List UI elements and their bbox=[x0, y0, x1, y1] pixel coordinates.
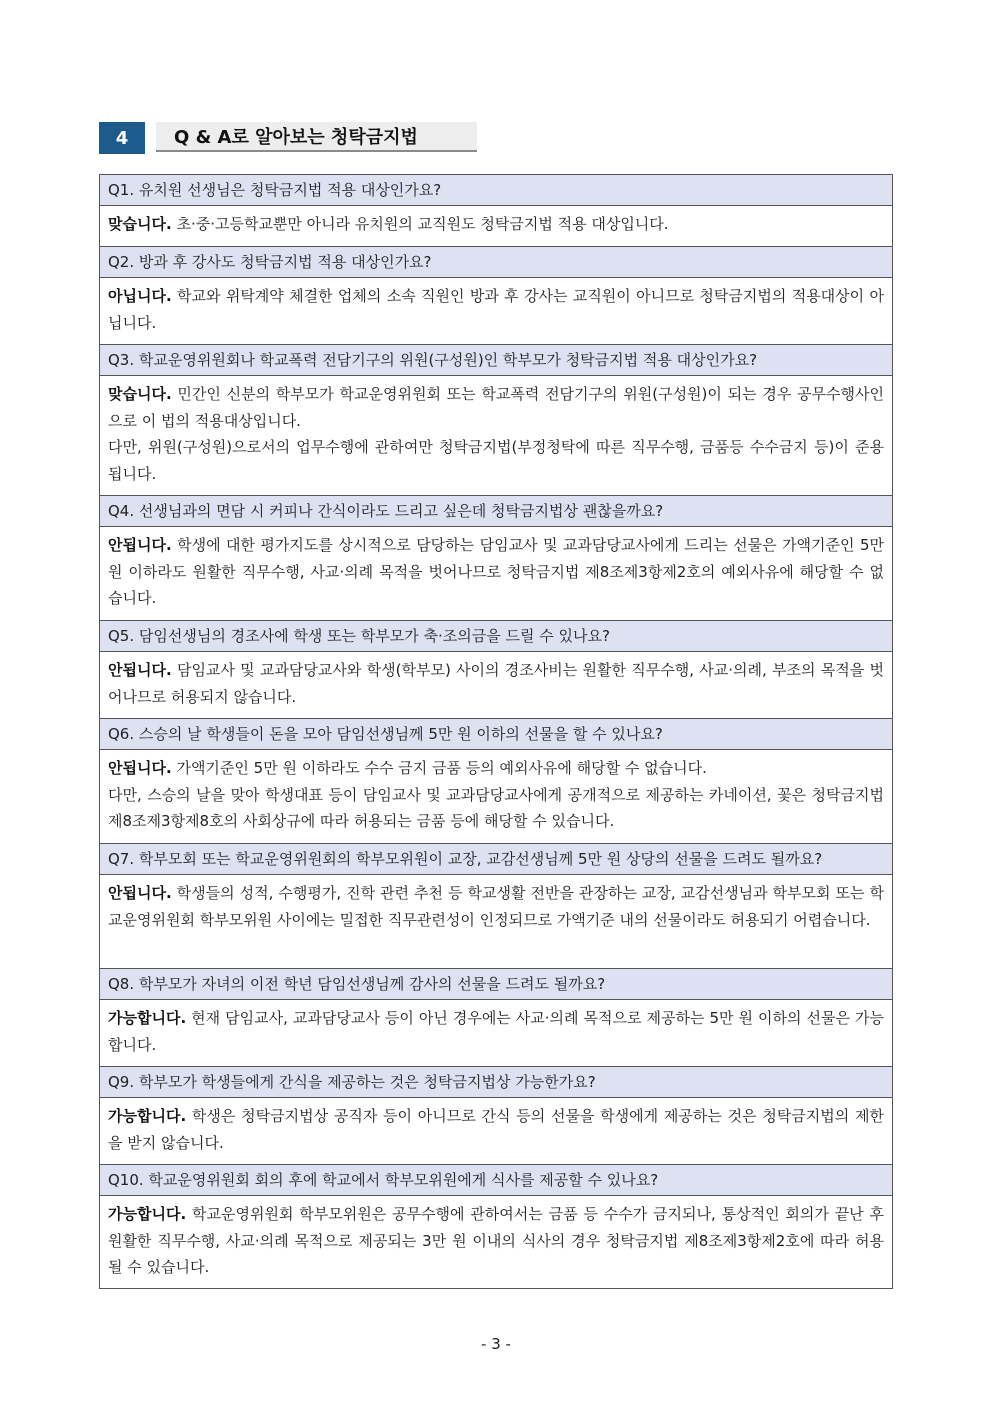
answer-lead: 안됩니다. bbox=[108, 661, 172, 679]
section-number: 4 bbox=[99, 122, 145, 154]
answer-lead: 안됩니다. bbox=[108, 536, 172, 554]
answer-text: 학생은 청탁금지법상 공직자 등이 아니므로 간식 등의 선물을 학생에게 제공하는 것은 청탁금지법의 제한을 받지 않습니다. bbox=[108, 1107, 884, 1152]
answer-lead: 아닙니다. bbox=[108, 287, 172, 305]
question-6: Q6. 스승의 날 학생들이 돈을 모아 담임선생님께 5만 원 이하의 선물을 할 수 있나요? bbox=[100, 719, 892, 750]
answer-text: 다만, 위원(구성원)으로서의 업무수행에 관하여만 청탁금지법(부정청탁에 따른 직무수행, 금품등 수수금지 등)이 준용됩니다. bbox=[108, 438, 884, 483]
answer-text: 담임교사 및 교과담당교사와 학생(학부모) 사이의 경조사비는 원활한 직무수행, 사교·의례, 부조의 목적을 벗어나므로 허용되지 않습니다. bbox=[108, 661, 884, 706]
question-2: Q2. 방과 후 강사도 청탁금지법 적용 대상인가요? bbox=[100, 247, 892, 278]
answer-7 bbox=[100, 875, 892, 969]
question-9: Q9. 학부모가 학생들에게 간식을 제공하는 것은 청탁금지법상 가능한가요? bbox=[100, 1067, 892, 1098]
answer-4 bbox=[100, 527, 892, 621]
answer-text: 가액기준인 5만 원 이하라도 수수 금지 금품 등의 예외사유에 해당할 수 없습니다. bbox=[176, 759, 707, 777]
answer-text: 현재 담임교사, 교과담당교사 등이 아닌 경우에는 사교·의례 목적으로 제공하는 5만 원 이하의 선물은 가능합니다. bbox=[108, 1009, 884, 1054]
answer-5 bbox=[100, 652, 892, 719]
answer-10 bbox=[100, 1196, 892, 1288]
answer-8 bbox=[100, 1000, 892, 1067]
page-number: - 3 - bbox=[481, 1335, 511, 1353]
question-10: Q10. 학교운영위원회 회의 후에 학교에서 학부모위원에게 식사를 제공할 수 있나요? bbox=[100, 1165, 892, 1196]
question-4: Q4. 선생님과의 면담 시 커피나 간식이라도 드리고 싶은데 청탁금지법상 괜찮을까요? bbox=[100, 496, 892, 527]
answer-lead: 맞습니다. bbox=[108, 215, 172, 233]
answer-2 bbox=[100, 278, 892, 345]
answer-lead: 가능합니다. bbox=[108, 1107, 187, 1125]
answer-text: 학생에 대한 평가지도를 상시적으로 담당하는 담임교사 및 교과담당교사에게 드리는 선물은 가액기준인 5만 원 이하라도 원활한 직무수행, 사교·의례 목적을 벗어나므로 청탁금지법 제8조제3항제2호의 예외사유에 해당할 수 없습니다. bbox=[108, 536, 884, 607]
answer-lead: 가능합니다. bbox=[108, 1009, 187, 1027]
answer-text: 다만, 스승의 날을 맞아 학생대표 등이 담임교사 및 교과담당교사에게 공개적으로 제공하는 카네이션, 꽃은 청탁금지법 제8조제3항제8호의 사회상규에 따라 허용되는 금품 등에 해당할 수 있습니다. bbox=[108, 785, 884, 830]
section-header bbox=[99, 122, 479, 154]
answer-lead: 가능합니다. bbox=[108, 1205, 187, 1223]
answer-lead: 맞습니다. bbox=[108, 385, 172, 403]
answer-6 bbox=[100, 750, 892, 844]
answer-text: 초·중·고등학교뿐만 아니라 유치원의 교직원도 청탁금지법 적용 대상입니다. bbox=[176, 215, 669, 233]
answer-text: 학교와 위탁계약 체결한 업체의 소속 직원인 방과 후 강사는 교직원이 아니므로 청탁금지법의 적용대상이 아닙니다. bbox=[108, 287, 884, 332]
answer-lead: 안됩니다. bbox=[108, 759, 172, 777]
answer-text: 학교운영위원회 학부모위원은 공무수행에 관하여서는 금품 등 수수가 금지되나, 통상적인 회의가 끝난 후 원활한 직무수행, 사교·의례 목적으로 제공되는 3만 원 이내의 식사의 경우 청탁금지법 제8조제3항제2호에 따라 허용될 수 있습니다. bbox=[108, 1205, 884, 1276]
section-title: Q & A로 알아보는 청탁금지법 bbox=[156, 122, 477, 152]
question-3: Q3. 학교운영위원회나 학교폭력 전담기구의 위원(구성원)인 학부모가 청탁금지법 적용 대상인가요? bbox=[100, 345, 892, 376]
answer-9 bbox=[100, 1098, 892, 1165]
question-8: Q8. 학부모가 자녀의 이전 학년 담임선생님께 감사의 선물을 드려도 될까요? bbox=[100, 969, 892, 1000]
answer-lead: 안됩니다. bbox=[108, 884, 172, 902]
answer-text: 학생들의 성적, 수행평가, 진학 관련 추천 등 학교생활 전반을 관장하는 교장, 교감선생님과 학부모회 또는 학교운영위원회 학부모위원 사이에는 밀접한 직무관련성이 인정되므로 가액기준 내의 선물이라도 허용되기 어렵습니다. bbox=[108, 884, 884, 929]
answer-text: 민간인 신분의 학부모가 학교운영위원회 또는 학교폭력 전담기구의 위원(구성원)이 되는 경우 공무수행사인으로 이 법의 적용대상입니다. bbox=[108, 385, 884, 430]
question-1: Q1. 유치원 선생님은 청탁금지법 적용 대상인가요? bbox=[100, 175, 892, 206]
qa-table bbox=[99, 174, 893, 1289]
question-7: Q7. 학부모회 또는 학교운영위원회의 학부모위원이 교장, 교감선생님께 5만 원 상당의 선물을 드려도 될까요? bbox=[100, 844, 892, 875]
question-5: Q5. 담임선생님의 경조사에 학생 또는 학부모가 축·조의금을 드릴 수 있나요? bbox=[100, 621, 892, 652]
answer-3 bbox=[100, 376, 892, 496]
answer-1 bbox=[100, 206, 892, 247]
